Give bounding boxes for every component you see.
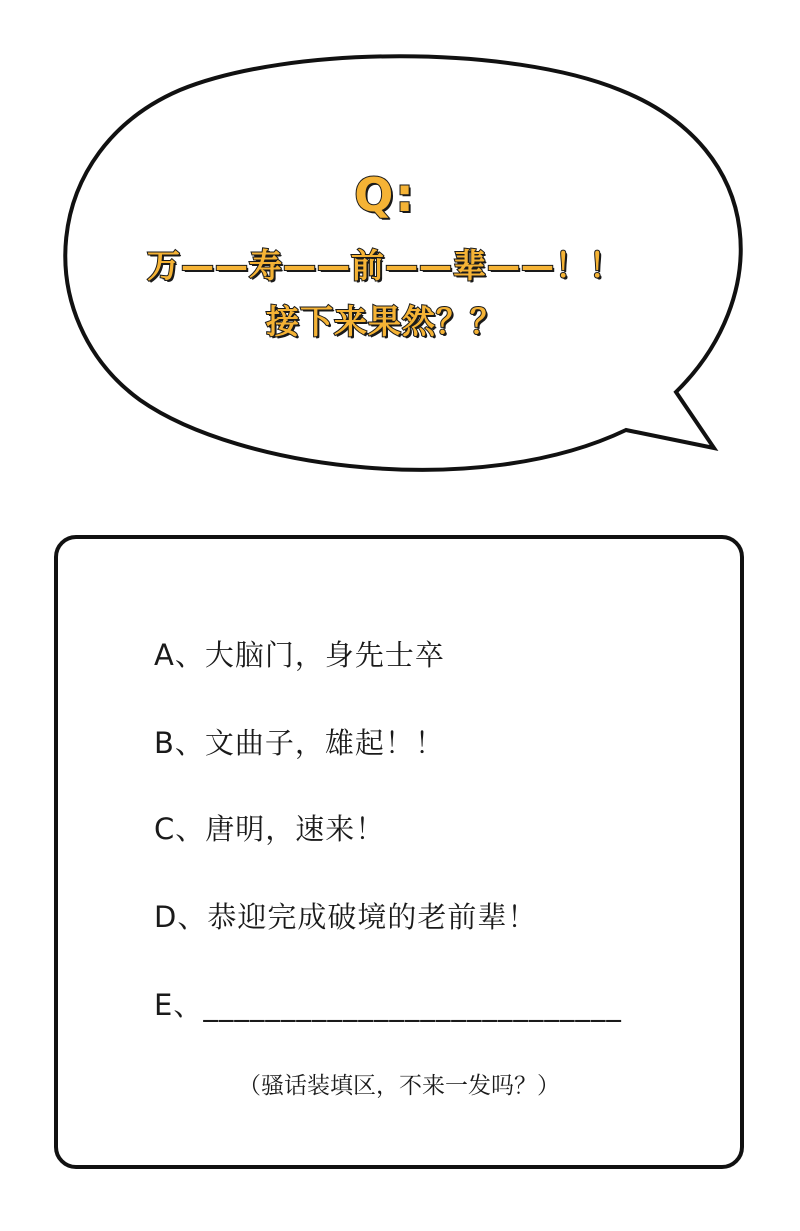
option-e-hint: （骚话装填区，不来一发吗？） [238,1073,560,1099]
option-c[interactable]: C、唐明，速来！ [154,812,386,846]
question-line-1: 万——寿——前——辈——！！ [147,246,623,285]
question-label: Q: [354,168,416,222]
option-b[interactable]: B、文曲子，雄起！！ [154,726,445,760]
question-line-2: 接下来果然？？ [266,302,504,341]
answer-options-box [54,535,744,1169]
option-d[interactable]: D、恭迎完成破境的老前辈！ [154,900,538,934]
option-e-blank[interactable]: E、___________________________ [154,988,622,1022]
option-a[interactable]: A、大脑门，身先士卒 [154,638,445,672]
